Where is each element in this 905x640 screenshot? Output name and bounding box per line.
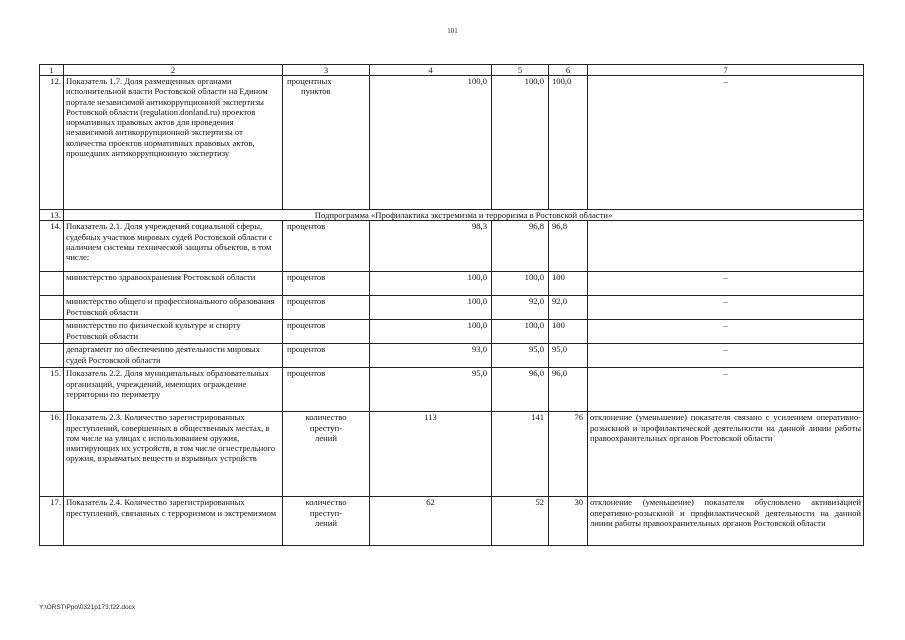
indicator-name: Показатель 2.1. Доля учреждений социальной сферы, судебных участков мировых судей Ростовской области с наличием системы технической защиты объектов, в том числе: bbox=[64, 221, 283, 272]
row-number bbox=[40, 296, 64, 320]
row-number: 15. bbox=[40, 368, 64, 412]
note-cell bbox=[588, 221, 864, 272]
table-row bbox=[40, 412, 864, 497]
plan-value: 100,0 bbox=[370, 320, 492, 344]
unit-cell bbox=[283, 76, 370, 210]
unit-line: преступ- bbox=[309, 507, 343, 518]
column-number-row bbox=[40, 65, 864, 76]
plan-value: 100,0 bbox=[370, 272, 492, 296]
result-value: 95,0 bbox=[549, 344, 588, 368]
row-number: 16. bbox=[40, 412, 64, 497]
unit-line: лений bbox=[315, 517, 337, 528]
header-cell: 6 bbox=[549, 65, 588, 76]
result-value: 30 bbox=[549, 497, 588, 546]
unit-cell: процентов bbox=[283, 296, 370, 320]
report-table-container bbox=[39, 64, 863, 546]
indicator-name: министерство общего и профессионального образования Ростовской области bbox=[64, 296, 283, 320]
plan-value: 100,0 bbox=[370, 76, 492, 210]
page-number: 101 bbox=[447, 27, 458, 35]
header-cell: 2 bbox=[64, 65, 283, 76]
unit-line: процентных bbox=[287, 76, 332, 86]
fact-value: 100,0 bbox=[492, 76, 549, 210]
fact-value: 92,0 bbox=[492, 296, 549, 320]
note-cell: – bbox=[588, 272, 864, 296]
unit-line: количество bbox=[305, 497, 347, 508]
header-cell: 4 bbox=[370, 65, 492, 76]
table-row bbox=[40, 296, 864, 320]
indicator-name: министерство по физической культуре и спорту Ростовской области bbox=[64, 320, 283, 344]
fact-value: 141 bbox=[492, 412, 549, 497]
row-number: 12. bbox=[40, 76, 64, 210]
unit-line: пунктов bbox=[301, 86, 331, 97]
unit-line: преступ- bbox=[309, 422, 343, 433]
table-row bbox=[40, 272, 864, 296]
unit-cell bbox=[283, 497, 370, 546]
subprogram-title: Подпрограмма «Профилактика экстремизма и терроризма в Ростовской области» bbox=[64, 210, 864, 221]
unit-cell: процентов bbox=[283, 344, 370, 368]
indicator-name: министерство здравоохранения Ростовской области bbox=[64, 272, 283, 296]
note-cell: – bbox=[588, 368, 864, 412]
header-cell: 3 bbox=[283, 65, 370, 76]
plan-value: 100,0 bbox=[370, 296, 492, 320]
result-value: 96,8 bbox=[549, 221, 588, 272]
unit-cell: процентов bbox=[283, 368, 370, 412]
header-cell: 1 bbox=[40, 65, 64, 76]
header-cell: 7 bbox=[588, 65, 864, 76]
table-row bbox=[40, 221, 864, 272]
note-cell: отклонение (уменьшение) показателя связано с усилением оперативно-розыскной и профилактической деятельности на данной линии работы правоохранительных органов Ростовской области bbox=[588, 412, 864, 497]
note-cell: – bbox=[588, 344, 864, 368]
note-cell: – bbox=[588, 76, 864, 210]
row-number: 13. bbox=[40, 210, 64, 221]
indicator-name: Показатель 2.2. Доля муниципальных образовательных организаций, учреждений, имеющих ограждение территории по периметру bbox=[64, 368, 283, 412]
result-value: 100,0 bbox=[549, 76, 588, 210]
result-value: 100 bbox=[549, 320, 588, 344]
plan-value: 95,0 bbox=[370, 368, 492, 412]
note-cell: отклонение (уменьшение) показателя обусловлено активизацией оперативно-розыскной и профилактической деятельности на данной линии работы правоохранительных органов Ростовской области bbox=[588, 497, 864, 546]
row-number bbox=[40, 272, 64, 296]
fact-value: 96,0 bbox=[492, 368, 549, 412]
fact-value: 100,0 bbox=[492, 320, 549, 344]
unit-line: количество bbox=[305, 412, 347, 423]
plan-value: 98,3 bbox=[370, 221, 492, 272]
table-row bbox=[40, 368, 864, 412]
unit-cell bbox=[283, 412, 370, 497]
row-number bbox=[40, 320, 64, 344]
indicator-name: Показатель 2.3. Количество зарегистрированных преступлений, совершенных в общественных местах, в том числе на улицах с использованием оружия, имитирующих их устройств, в том числе огнестрельного оружия, взрывчатых веществ и взрывных устройств bbox=[64, 412, 283, 497]
indicators-table bbox=[39, 64, 864, 546]
unit-cell: процентов bbox=[283, 272, 370, 296]
header-cell: 5 bbox=[492, 65, 549, 76]
subprogram-row bbox=[40, 210, 864, 221]
unit-line: лений bbox=[315, 432, 337, 443]
row-number: 17. bbox=[40, 497, 64, 546]
plan-value: 93,0 bbox=[370, 344, 492, 368]
table-row bbox=[40, 76, 864, 210]
result-value: 100 bbox=[549, 272, 588, 296]
result-value: 92,0 bbox=[549, 296, 588, 320]
fact-value: 100,0 bbox=[492, 272, 549, 296]
table-row bbox=[40, 497, 864, 546]
indicator-name: Показатель 1.7. Доля размещенных органами исполнительной власти Ростовской области на Едином портале независимой антикоррупционной экспертизы Ростовской области (regulation.donland.ru) проектов нормативных правовых актов для проведения независимой антикоррупционной экспертизы от количества проектов нормативных правовых актов, прошедших антикоррупционную экспертизу bbox=[64, 76, 283, 210]
indicator-name: Показатель 2.4. Количество зарегистрированных преступлений, связанных с терроризмом и экстремизмом bbox=[64, 497, 283, 546]
note-cell: – bbox=[588, 320, 864, 344]
unit-cell: процентов bbox=[283, 221, 370, 272]
plan-value: 62 bbox=[370, 497, 492, 546]
fact-value: 96,8 bbox=[492, 221, 549, 272]
file-path-footer: Y:\ORST\Ppo\0321p173.f22.docx bbox=[39, 604, 136, 611]
row-number bbox=[40, 344, 64, 368]
note-cell: – bbox=[588, 296, 864, 320]
fact-value: 52 bbox=[492, 497, 549, 546]
row-number: 14. bbox=[40, 221, 64, 272]
unit-cell: процентов bbox=[283, 320, 370, 344]
plan-value: 113 bbox=[370, 412, 492, 497]
result-value: 76 bbox=[549, 412, 588, 497]
table-row bbox=[40, 344, 864, 368]
table-row bbox=[40, 320, 864, 344]
fact-value: 95,0 bbox=[492, 344, 549, 368]
indicator-name: департамент по обеспечению деятельности мировых судей Ростовской области bbox=[64, 344, 283, 368]
result-value: 96,0 bbox=[549, 368, 588, 412]
